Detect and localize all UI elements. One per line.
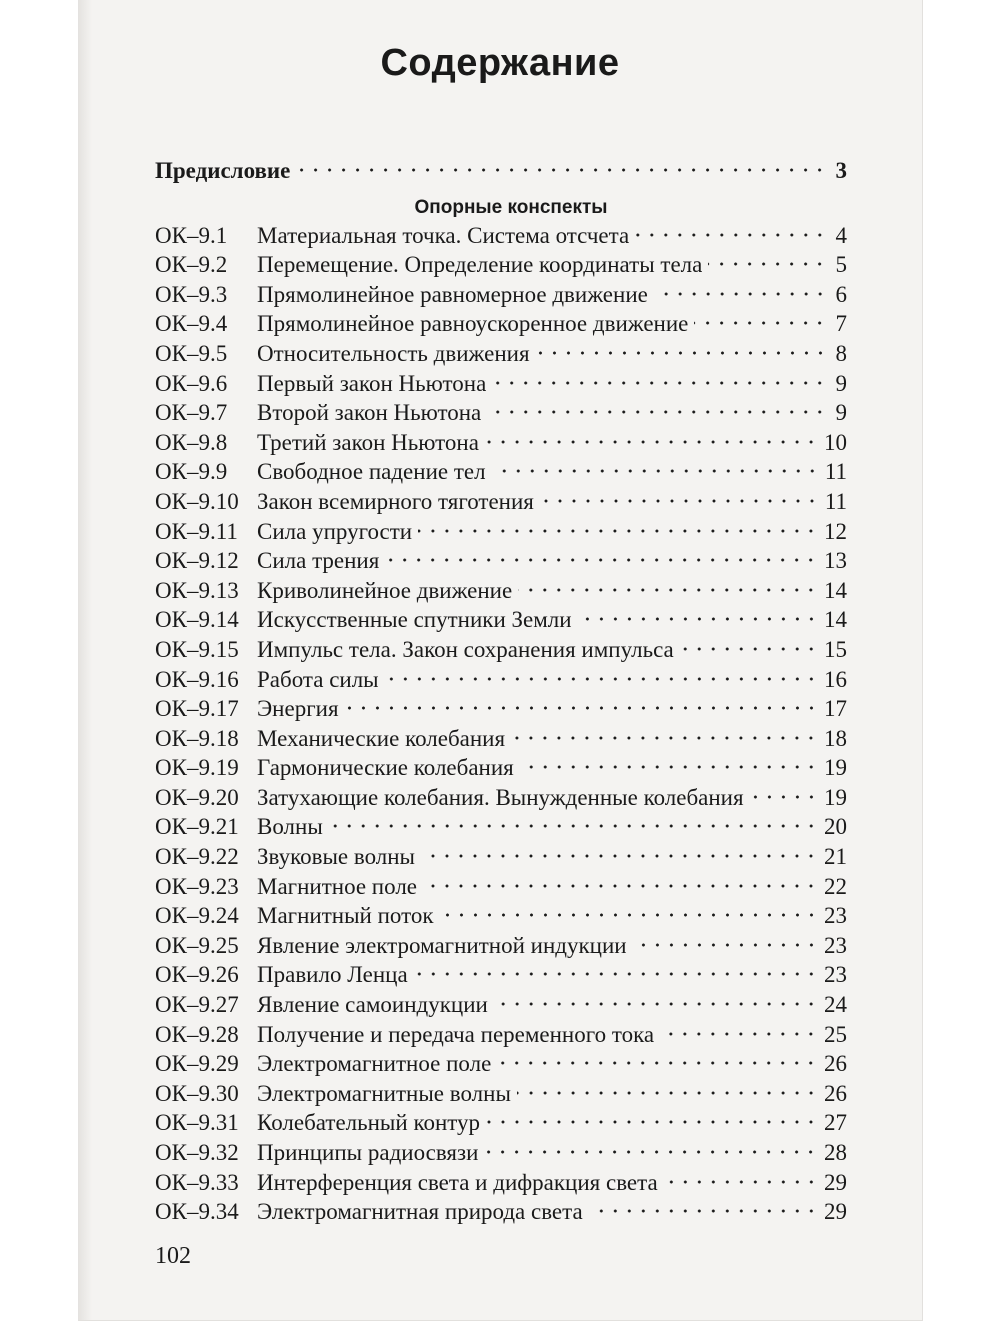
toc-entry-row [155,250,847,280]
toc-entry-title: Правило Ленца [257,962,408,988]
toc-entry-code: ОК–9.28 [155,1021,239,1047]
toc-entry-title: Закон всемирного тяготения [257,488,534,514]
toc-entry-title: Принципы радиосвязи [257,1140,479,1165]
toc-entry-code: ОК–9.11 [155,518,238,544]
toc-leader-dots [492,469,819,473]
toc-entry-page: 21 [824,844,847,870]
toc-entry-title: Прямолинейное равномерное движение [257,281,648,307]
toc-leader-dots [708,262,827,266]
toc-entry-title: Сила трения [257,548,380,574]
toc-entry-title: Магнитный поток [257,903,434,929]
toc-entry-row [155,1049,847,1079]
toc-leader-dots [296,168,827,172]
toc-entry-row [155,369,847,399]
toc-entry-title: Сила упругости [257,518,413,544]
toc-leader-dots [385,677,818,681]
toc-entry-row [155,605,847,635]
toc-entry-row [155,812,847,842]
toc-entry-row [155,221,847,251]
toc-entry-page: 14 [824,607,847,633]
toc-entry-page: 15 [824,636,847,662]
toc-entry-code: ОК–9.26 [155,962,239,988]
toc-entry-title: Работа силы [257,666,379,692]
toc-leader-dots [517,1091,818,1095]
toc-entry-code: ОК–9.20 [155,784,239,810]
toc-leader-dots [750,795,818,799]
toc-entry-title: Электромагнитное поле [257,1051,492,1077]
binding-shadow [78,0,92,1320]
toc-entry-code: ОК–9.14 [155,607,239,633]
toc-leader-dots [589,1209,818,1213]
toc-entry-code: ОК–9.15 [155,636,239,662]
toc-entry-row [155,990,847,1020]
toc-leader-dots [385,558,818,562]
toc-entry-page: 9 [835,370,847,396]
toc-entry-page: 28 [824,1140,847,1165]
toc-entry-page: 26 [824,1051,847,1077]
toc-leader-dots [664,1180,818,1184]
toc-leader-dots [487,410,827,414]
toc-entry-title: Свободное падение тел [257,459,486,485]
toc-entry-row [155,546,847,576]
toc-entry-row [155,457,847,487]
toc-entry-code: ОК–9.27 [155,992,239,1018]
toc-entry-code: ОК–9.4 [155,311,228,337]
toc-section-title: Опорные конспекты [414,196,608,218]
toc-entry-code: ОК–9.6 [155,370,228,396]
page-title: Содержание [380,42,620,84]
toc-entry-title: Механические колебания [257,725,506,751]
toc-entry-code: ОК–9.5 [155,340,228,366]
toc-entry-page: 11 [824,488,847,514]
toc-entry-page: 22 [824,873,847,899]
toc-entry-page: 12 [824,518,847,544]
toc-entry-title: Материальная точка. Система отсчета [257,222,630,248]
toc-entry-code: ОК–9.3 [155,281,228,307]
toc-entry-title: Искусственные спутники Земли [257,607,572,633]
toc-entry-row [155,1138,847,1168]
toc-leader-dots [540,499,819,503]
toc-leader-dots [414,972,818,976]
toc-entry-page: 26 [824,1080,847,1106]
toc-entry-page: 5 [835,252,847,278]
toc-entry-row [155,1079,847,1109]
toc-entry-page: 27 [824,1110,847,1136]
page-number: 102 [155,1243,191,1269]
toc-entry-page: 8 [835,340,847,366]
toc-entry-code: ОК–9.7 [155,400,228,426]
toc-entry-code: ОК–9.9 [155,459,228,485]
toc-leader-dots [654,292,827,296]
toc-entry-row [155,576,847,606]
toc-leader-dots [694,321,827,325]
toc-leader-dots [494,1002,818,1006]
toc-entry-code: ОК–9.30 [155,1080,239,1106]
toc-entry-title: Звуковые волны [257,844,416,870]
toc-entry-page: 19 [824,755,847,781]
toc-entry-row [155,931,847,961]
toc-entry-code: ОК–9.8 [155,429,228,455]
toc-leader-dots [486,1120,818,1124]
toc-preface-page: 3 [835,158,847,183]
toc-entry-page: 9 [835,400,847,426]
toc-leader-dots [485,440,818,444]
toc-leader-dots [511,736,818,740]
toc-entry-row [155,753,847,783]
toc-entry-code: ОК–9.13 [155,577,239,603]
toc-entries [155,221,847,1227]
toc-leader-dots [421,854,818,858]
toc-entry-row [155,635,847,665]
toc-entry-page: 29 [824,1199,847,1225]
toc-entry-page: 23 [824,903,847,929]
toc-entry-row [155,309,847,339]
toc-entry-code: ОК–9.24 [155,903,239,929]
toc-entry-code: ОК–9.34 [155,1199,239,1225]
toc-leader-dots [520,765,818,769]
toc-leader-dots [492,381,827,385]
toc-entry-page: 23 [824,932,847,958]
toc-entry-row [155,398,847,428]
toc-entry-title: Энергия [257,696,339,722]
toc-leader-dots [518,588,818,592]
toc-entry-page: 19 [824,784,847,810]
toc-entry-page: 6 [835,281,847,307]
toc-entry-row [155,280,847,310]
toc-entry-title: Явление электромагнитной индукции [257,932,627,958]
toc-leader-dots [418,529,818,533]
toc-entry-row [155,665,847,695]
toc-entry-title: Затухающие колебания. Вынужденные колебания [257,784,744,810]
toc-entry-page: 14 [824,577,847,603]
toc-entry-row [155,842,847,872]
toc-entry-code: ОК–9.25 [155,932,239,958]
toc-entry-page: 23 [824,962,847,988]
toc-entry-title: Криволинейное движение [257,577,513,603]
toc-entry-code: ОК–9.21 [155,814,239,840]
toc-entry-page: 11 [824,459,847,485]
toc-preface-label: Предисловие [155,158,291,183]
toc-entry-title: Первый закон Ньютона [257,370,487,396]
toc-entry-title: Явление самоиндукции [257,992,488,1018]
toc-entry-title: Второй закон Ньютона [257,400,482,426]
toc-entry-page: 16 [824,666,847,692]
toc-leader-dots [680,647,818,651]
toc-entry-page: 13 [824,548,847,574]
toc-entry-page: 20 [824,814,847,840]
toc-entry-code: ОК–9.1 [155,222,228,248]
toc-leader-dots [484,1150,818,1154]
toc-entry-title: Относительность движения [257,340,530,366]
toc-entry-code: ОК–9.31 [155,1110,239,1136]
toc-entry-title: Волны [257,814,323,840]
toc-entry-title: Импульс тела. Закон сохранения импульса [257,636,674,662]
toc-leader-dots [345,706,818,710]
toc-entry-row [155,339,847,369]
toc-leader-dots [423,884,818,888]
toc-entry-row [155,1197,847,1227]
toc-entry-row [155,1020,847,1050]
toc-entry-title: Магнитное поле [257,873,418,899]
toc-entry-code: ОК–9.29 [155,1051,239,1077]
toc-entry-title: Гармонические колебания [257,755,514,781]
toc-leader-dots [329,824,818,828]
toc-entry-title: Перемещение. Определение координаты тела [257,252,703,278]
toc-entry-row [155,901,847,931]
toc-leader-dots [633,943,818,947]
toc-preface-row [155,156,847,186]
toc-entry-row [155,724,847,754]
toc-leader-dots [578,617,818,621]
toc-entry-row [155,783,847,813]
toc-entry-code: ОК–9.12 [155,548,239,574]
toc-leader-dots [536,351,827,355]
toc-entry-title: Интерференция света и дифракция света [257,1169,658,1195]
toc-entry-row [155,428,847,458]
toc-entry-code: ОК–9.33 [155,1169,239,1195]
toc-entry-page: 17 [824,696,847,722]
toc-entry-code: ОК–9.23 [155,873,239,899]
toc-entry-code: ОК–9.17 [155,696,239,722]
toc-entry-page: 10 [824,429,847,455]
toc-entry-title: Третий закон Ньютона [257,429,479,455]
toc-entry-code: ОК–9.22 [155,844,239,870]
toc-entry-title: Электромагнитные волны [257,1080,511,1106]
toc-entry-row [155,694,847,724]
toc-leader-dots [660,1032,818,1036]
toc-entry-page: 18 [824,725,847,751]
toc-leader-dots [440,913,818,917]
toc-entry-row [155,487,847,517]
toc-entry-title: Электромагнитная природа света [257,1199,583,1225]
toc-entry-code: ОК–9.18 [155,725,239,751]
toc-entry-title: Прямолинейное равноускоренное движение [257,311,689,337]
toc-entry-row [155,517,847,547]
toc-leader-dots [497,1061,818,1065]
toc-entry-code: ОК–9.2 [155,252,228,278]
toc-entry-page: 7 [835,311,847,337]
toc-entry-code: ОК–9.32 [155,1140,239,1165]
toc-entry-row [155,1168,847,1198]
toc-entry-row [155,1108,847,1138]
toc-entry-title: Получение и передача переменного тока [257,1021,655,1047]
toc-leader-dots [635,233,827,237]
toc-entry-code: ОК–9.19 [155,755,239,781]
toc-entry-page: 25 [824,1021,847,1047]
toc-entry-page: 29 [824,1169,847,1195]
table-of-contents [155,156,847,1227]
toc-entry-row [155,960,847,990]
toc-entry-title: Колебательный контур [257,1110,481,1136]
toc-entry-code: ОК–9.10 [155,488,239,514]
toc-entry-page: 24 [824,992,847,1018]
toc-entry-code: ОК–9.16 [155,666,239,692]
toc-entry-page: 4 [835,222,847,248]
toc-entry-row [155,872,847,902]
